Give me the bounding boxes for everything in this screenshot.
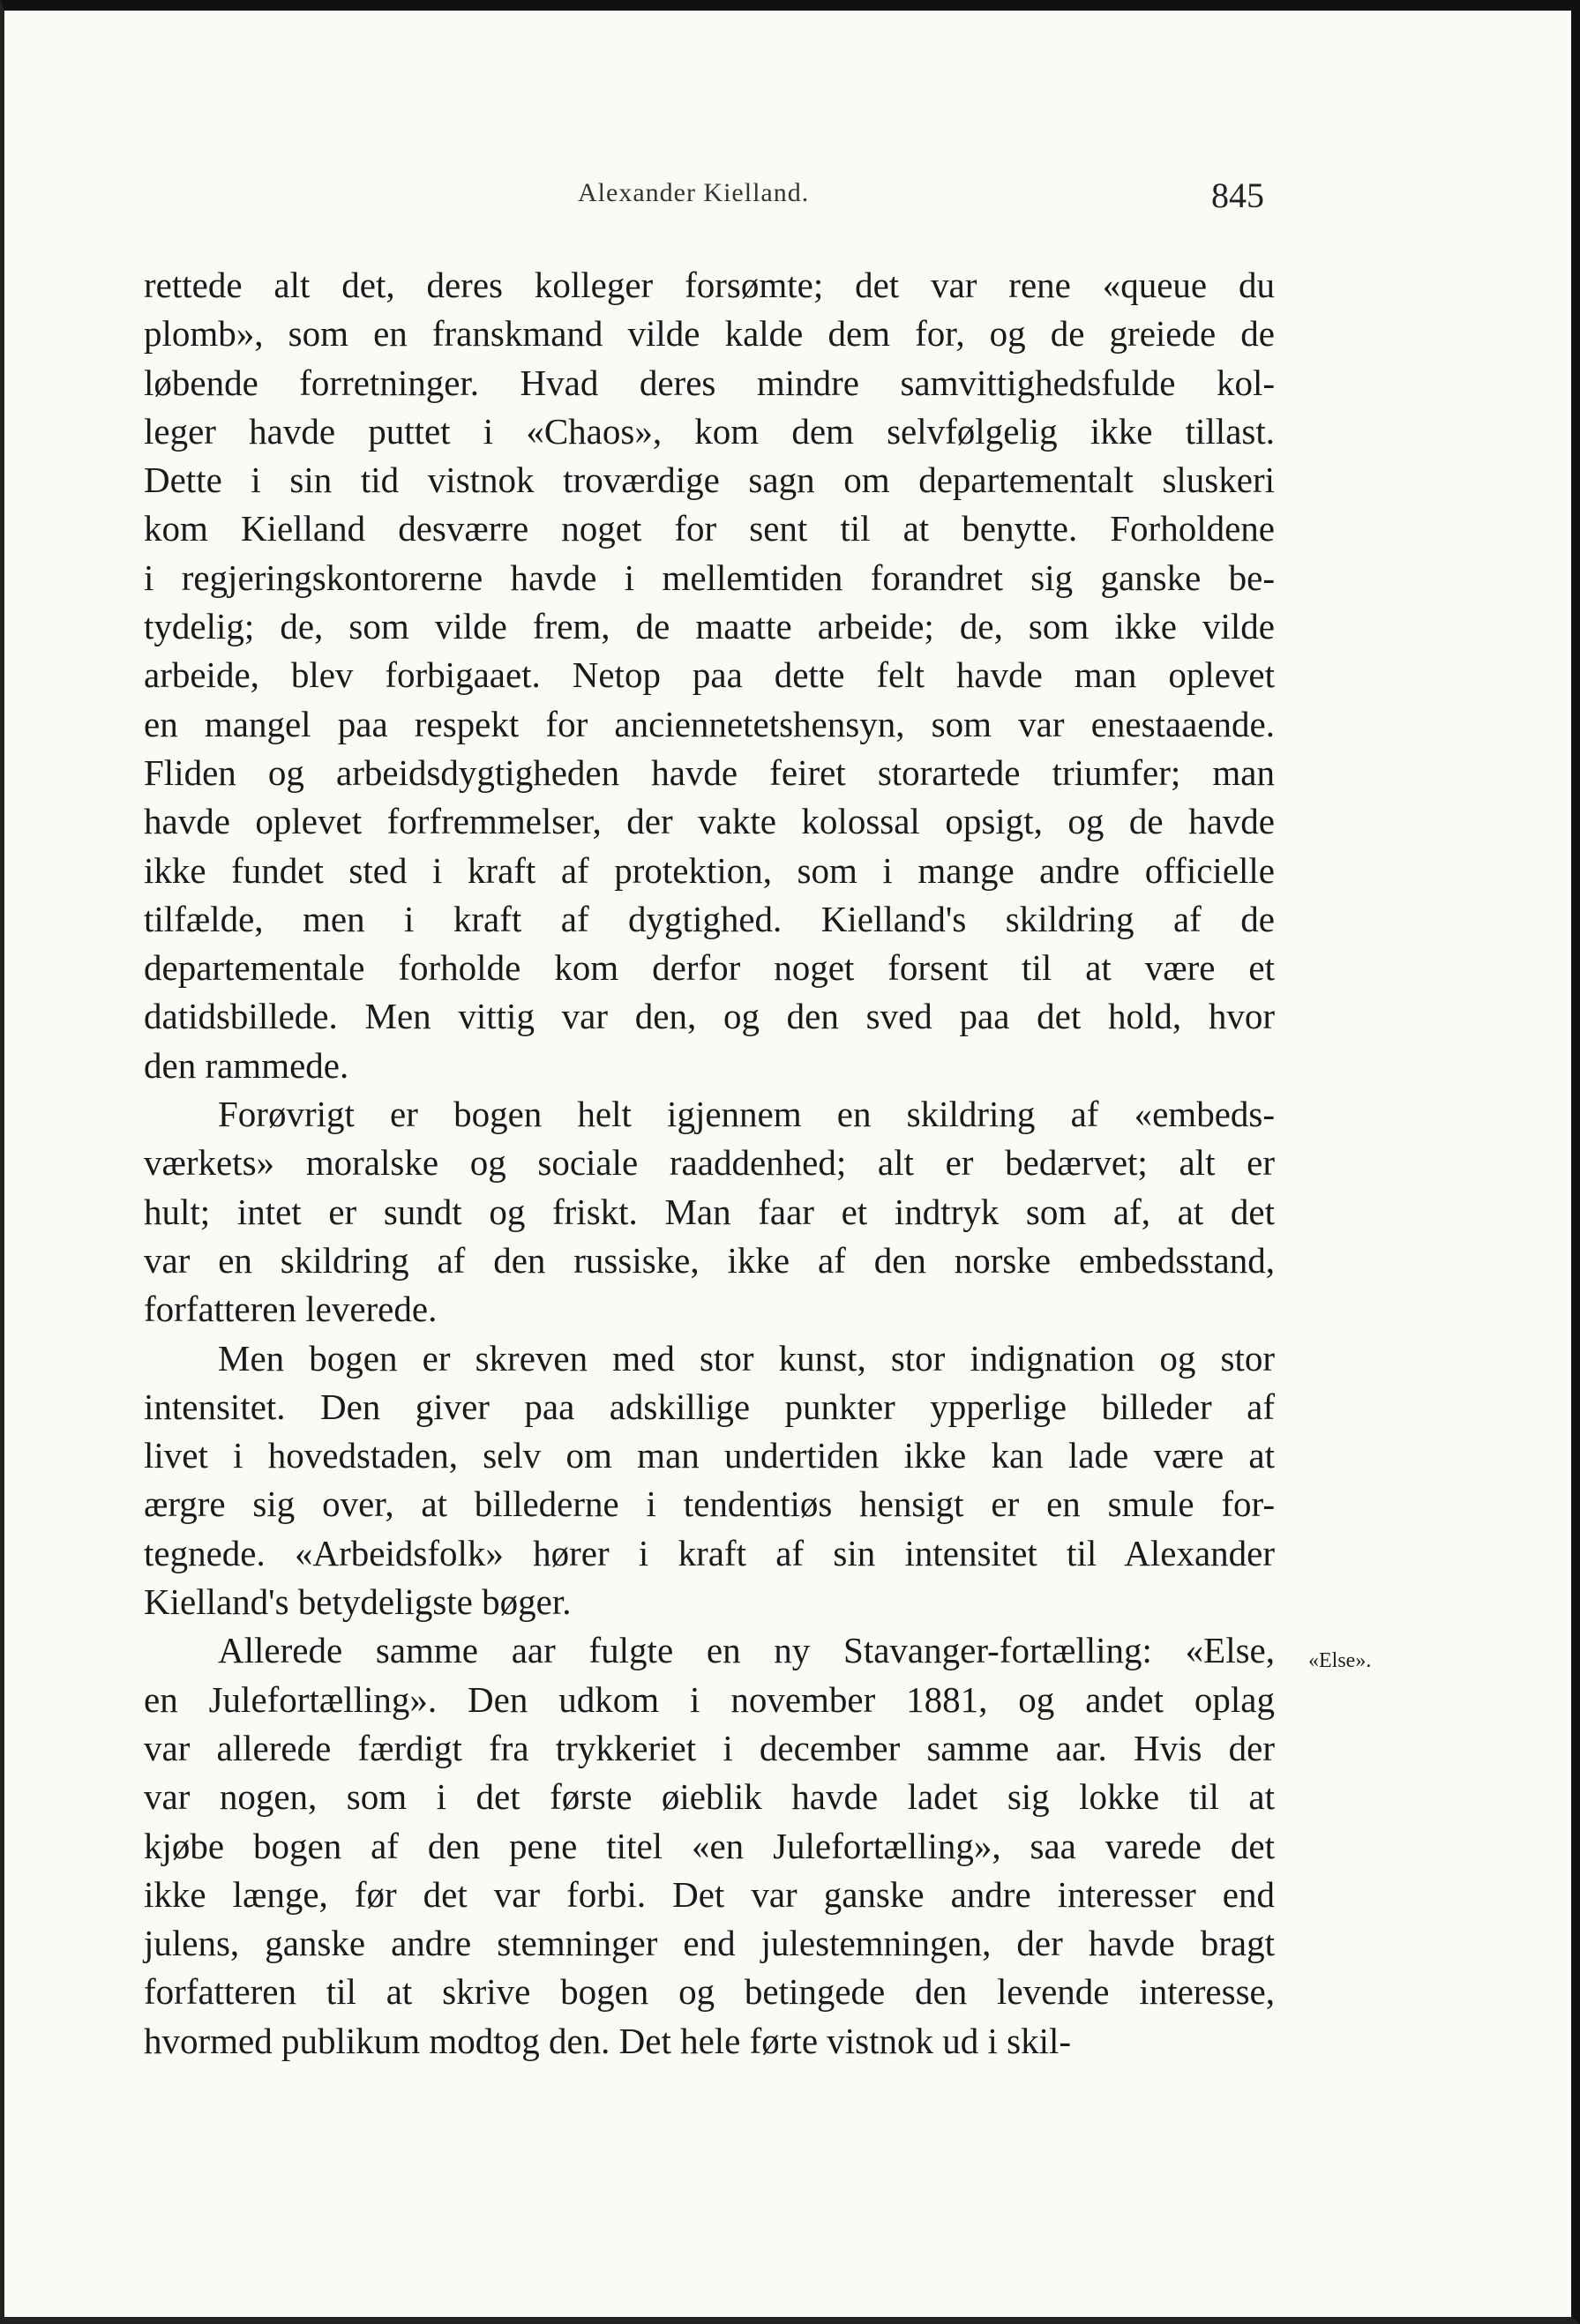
text-line: forfatteren leverede. xyxy=(144,1289,438,1330)
text-line: ærgre sig over, at billederne i tendentiøs hensigt er en smule for- xyxy=(144,1483,1275,1525)
text-line: forfatteren til at skrive bogen og betingede den levende interesse, xyxy=(144,1971,1275,2013)
paragraph xyxy=(144,1090,1275,1334)
text-line: datidsbillede. Men vittig var den, og den sved paa det hold, hvor xyxy=(144,996,1275,1037)
text-line: Dette i sin tid vistnok troværdige sagn om departementalt sluskeri xyxy=(144,460,1275,501)
text-line: rettede alt det, deres kolleger forsømte; det var rene «queue du xyxy=(144,265,1275,305)
margin-note: «Else». xyxy=(1308,1649,1372,1672)
text-line: den rammede. xyxy=(144,1044,349,1086)
text-line: julens, ganske andre stemninger end julestemningen, der havde bragt xyxy=(144,1923,1275,1964)
text-line: plomb», som en franskmand vilde kalde dem for, og de greiede de xyxy=(144,313,1275,355)
text-line: en mangel paa respekt for anciennetetshensyn, som var enestaaende. xyxy=(144,703,1275,744)
paragraph xyxy=(144,1626,1275,2066)
text-line: intensitet. Den giver paa adskillige punkter ypperlige billeder af xyxy=(144,1386,1275,1427)
text-line: Allerede samme aar fulgte en ny Stavanger-fortælling: «Else, xyxy=(218,1630,1275,1671)
text-line: kjøbe bogen af den pene titel «en Julefortælling», saa varede det xyxy=(144,1825,1275,1866)
text-line: leger havde puttet i «Chaos», kom dem selvfølgelig ikke tillast. xyxy=(144,410,1275,452)
text-line: Forøvrigt er bogen helt igjennem en skildring af «embeds- xyxy=(218,1094,1275,1135)
text-line: Men bogen er skreven med stor kunst, stor indignation og stor xyxy=(218,1337,1275,1379)
body-text xyxy=(144,261,1275,2066)
text-line: ikke fundet sted i kraft af protektion, som i mange andre officielle xyxy=(144,849,1275,891)
book-page xyxy=(4,11,1571,2317)
paragraph xyxy=(144,261,1275,1090)
text-line: kom Kielland desværre noget for sent til at benytte. Forholdene xyxy=(144,508,1275,549)
text-line: arbeide, blev forbigaaet. Netop paa dette felt havde man oplevet xyxy=(144,654,1275,696)
text-line: løbende forretninger. Hvad deres mindre samvittighedsfulde kol- xyxy=(144,362,1275,403)
running-head: Alexander Kielland. xyxy=(578,178,810,207)
text-line: værkets» moralske og sociale raaddenhed; alt er bedærvet; alt er xyxy=(144,1142,1275,1184)
text-line: livet i hovedstaden, selv om man undertiden ikke kan lade være at xyxy=(144,1435,1275,1476)
page-number: 845 xyxy=(1211,176,1264,215)
text-line: en Julefortælling». Den udkom i november 1881, og andet oplag xyxy=(144,1678,1275,1720)
text-line: tegnede. «Arbeidsfolk» hører i kraft af sin intensitet til Alexander xyxy=(144,1532,1275,1573)
text-line: ikke længe, før det var forbi. Det var ganske andre interesser end xyxy=(144,1873,1275,1915)
text-line: i regjeringskontorerne havde i mellemtiden forandret sig ganske be- xyxy=(144,557,1275,598)
text-line: departementale forholde kom derfor noget forsent til at være et xyxy=(144,947,1275,989)
text-line: havde oplevet forfremmelser, der vakte kolossal opsigt, og de havde xyxy=(144,801,1275,842)
text-line: var en skildring af den russiske, ikke af den norske embedsstand, xyxy=(144,1239,1275,1281)
text-line: Kielland's betydeligste bøger. xyxy=(144,1581,572,1623)
text-line: hvormed publikum modtog den. Det hele førte vistnok ud i skil- xyxy=(144,2020,1072,2061)
text-line: Fliden og arbeidsdygtigheden havde feiret storartede triumfer; man xyxy=(144,751,1275,793)
text-line: tydelig; de, som vilde frem, de maatte arbeide; de, som ikke vilde xyxy=(144,606,1275,647)
text-line: hult; intet er sundt og friskt. Man faar et indtryk som af, at det xyxy=(144,1191,1275,1232)
text-line: var allerede færdigt fra trykkeriet i december samme aar. Hvis der xyxy=(144,1727,1275,1768)
text-line: var nogen, som i det første øieblik havde ladet sig lokke til at xyxy=(144,1776,1275,1818)
paragraph xyxy=(144,1334,1275,1627)
text-line: tilfælde, men i kraft af dygtighed. Kielland's skildring af de xyxy=(144,898,1275,939)
